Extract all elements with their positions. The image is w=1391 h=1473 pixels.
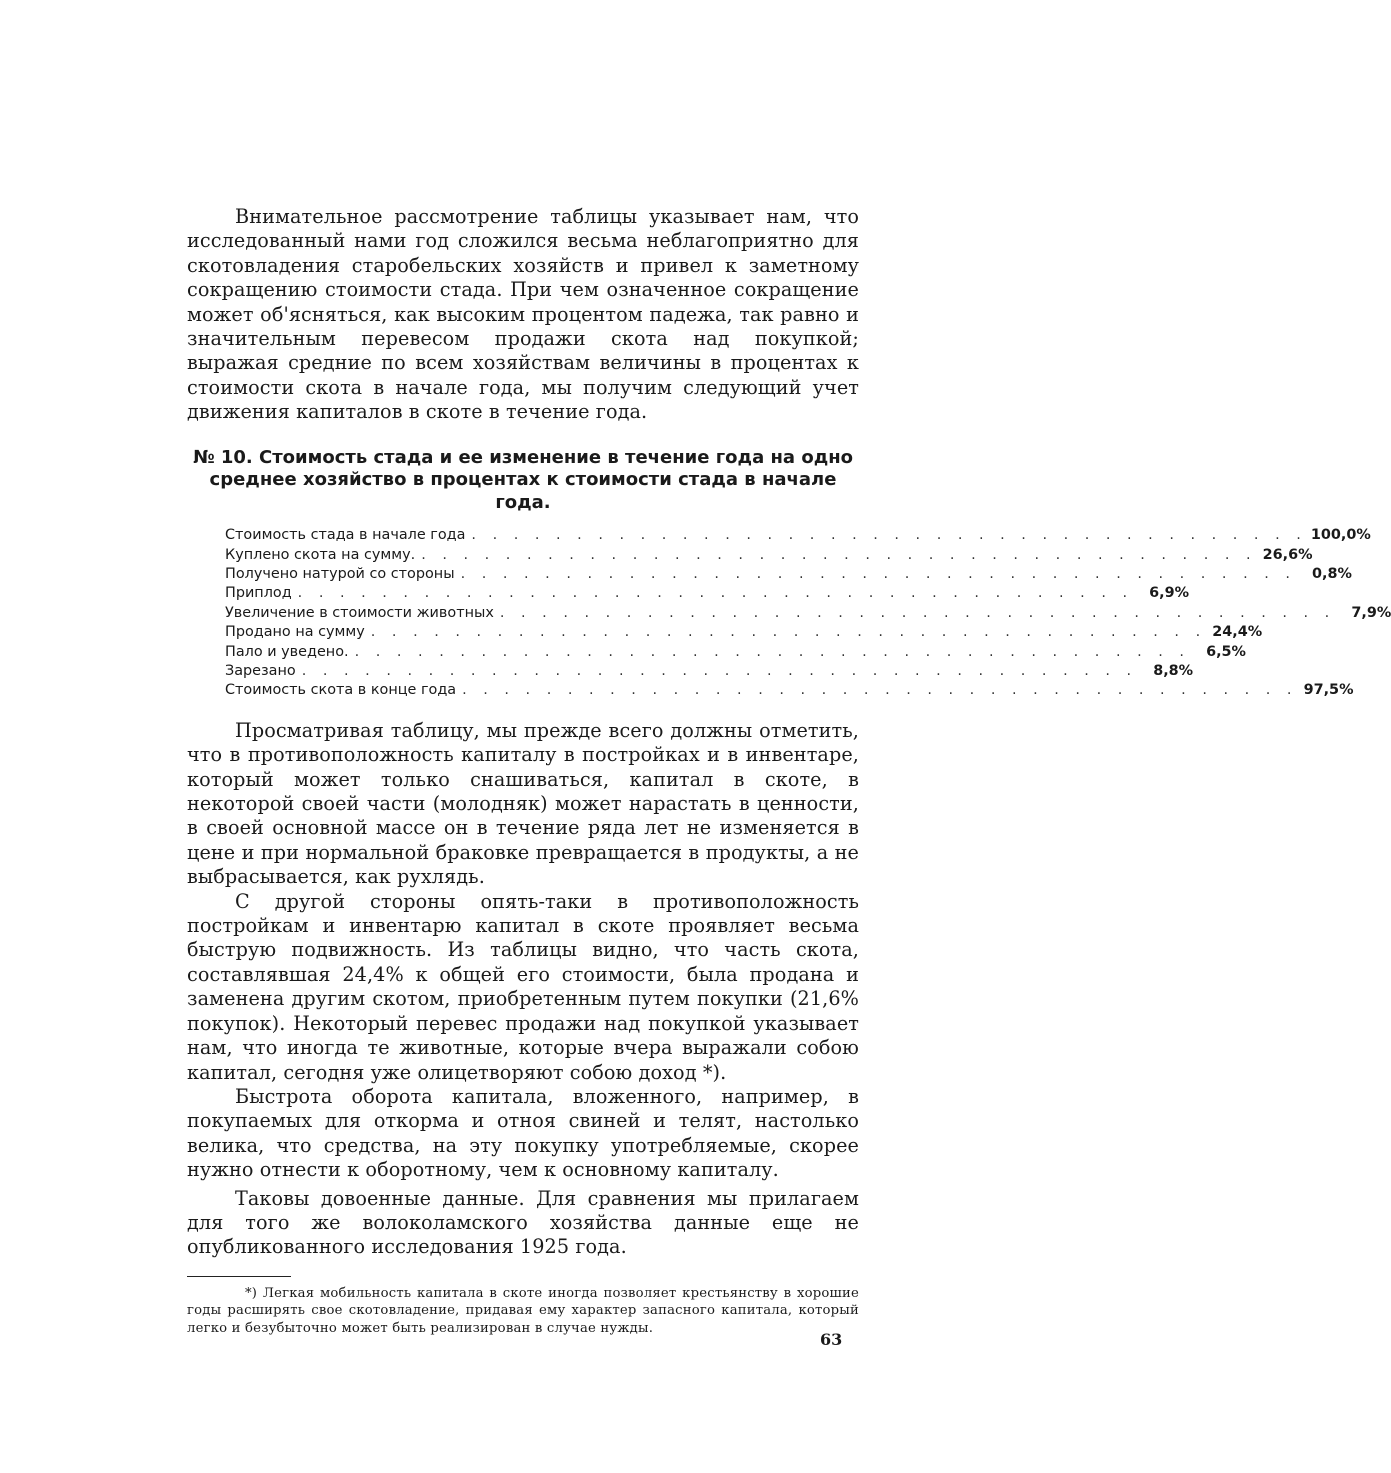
table-row [225,584,1190,603]
row-label: Пало и уведено. [225,643,349,660]
body-paragraph: Просматривая таблицу, мы прежде всего должны отметить, что в противоположность капиталу в постройках и в инвентаре, который может только снашиваться, капитал в скоте, в некоторой своей части (молодняк) может нарастать в ценности, в своей основной массе он в течение ряда лет не изменяется в цене и при нормальной браковке превращается в продукты, а не выбрасывается, как рухлядь. [187,718,859,889]
table-row [225,681,1354,700]
table-row [225,662,1194,681]
footnote: *) Легкая мобильность капитала в скоте иногда позволяет крестьянству в хорошие годы расширять свое скотовладение, придавая ему характер запасного капитала, который легко и безубыточно может быть реализирован в случае нужды. [187,1285,859,1336]
row-value: 24,4% [1212,624,1263,641]
row-value: 7,9% [1351,604,1391,621]
table-row [225,643,1246,662]
leader-dots: . . . . . . . . . . . . . . . . . . . . . . . . . . . . . . . . . . . . . . . . [297,585,1134,602]
row-label: Стоимость скота в конце года [225,682,457,699]
body-paragraph: Быстрота оборота капитала, вложенного, например, в покупаемых для откорма и отноя свиней и телят, настолько велика, что средства, на эту покупку употребляемые, скорее нужно отнести к оборотному, чем к основному капиталу. [187,1084,859,1182]
leader-dots: . . . . . . . . . . . . . . . . . . . . . . . . . . . . . . . . . . . . . . . . [370,624,1207,641]
row-value: 0,8% [1312,565,1352,582]
table-title: № 10. Стоимость стада и ее изменение в течение года на одно среднее хозяйство в процентах к стоимости стада в начале года. [192,446,854,513]
table-row [225,546,1313,565]
leader-dots: . . . . . . . . . . . . . . . . . . . . . . . . . . . . . . . . . . . . . . . . [471,527,1307,544]
row-value: 8,8% [1153,663,1194,679]
row-value: 97,5% [1303,682,1354,699]
table-row [225,565,1352,584]
leader-dots: . . . . . . . . . . . . . . . . . . . . . . . . . . . . . . . . . . . . . . . . [421,546,1257,563]
row-label: Куплено скота на сумму. [225,546,416,563]
row-label: Зарезано [225,663,296,679]
row-value: 6,5% [1206,643,1246,660]
footnote-divider [187,1276,291,1277]
row-label: Стоимость стада в начале года [225,527,466,544]
row-value: 26,6% [1262,546,1313,563]
row-label: Увеличение в стоимости животных [225,604,494,621]
leader-dots: . . . . . . . . . . . . . . . . . . . . . . . . . . . . . . . . . . . . . . . . [301,663,1138,679]
leader-dots: . . . . . . . . . . . . . . . . . . . . . . . . . . . . . . . . . . . . . . . . [460,565,1296,582]
row-value: 100,0% [1310,527,1371,544]
row-label: Получено натурой со стороны [225,565,455,582]
body-paragraph: Таковы довоенные данные. Для сравнения мы прилагаем для того же волоколамского хозяйства данные еще не опубликованного исследования 1925 года. [187,1186,859,1259]
table-row [225,623,1263,642]
intro-paragraph: Внимательное рассмотрение таблицы указывает нам, что исследованный нами год сложился весьма неблагоприятно для скотовладения старобельских хозяйств и привел к заметному сокращению стоимости стада. При чем означенное сокращение может об'ясняться, как высоким процентом падежа, так равно и значительным перевесом продажи скота над покупкой; выражая средние по всем хозяйствам величины в процентах к стоимости скота в начале года, мы получим следующий учет движения капиталов в скоте в течение года. [187,205,859,424]
leader-dots: . . . . . . . . . . . . . . . . . . . . . . . . . . . . . . . . . . . . . . . . [462,682,1298,699]
capital-movement-table [225,526,1391,701]
page-number: 63 [820,1330,843,1349]
table-row [225,526,1371,545]
row-label: Приплод [225,585,292,602]
table-row [225,604,1391,623]
page-content [187,205,1391,1337]
row-label: Продано на сумму [225,624,365,641]
body-paragraph: С другой стороны опять-таки в противоположность постройкам и инвентарю капитал в скоте проявляет весьма быструю подвижность. Из таблицы видно, что часть скота, составлявшая 24,4% к общей его стоимости, была продана и заменена другим скотом, приобретенным путем покупки (21,6% покупок). Некоторый перевес продажи над покупкой указывает нам, что иногда те животные, которые вчера выражали собою капитал, сегодня уже олицетворяют собою доход *). [187,889,859,1084]
row-value: 6,9% [1149,585,1190,602]
leader-dots: . . . . . . . . . . . . . . . . . . . . . . . . . . . . . . . . . . . . . . . . [354,643,1190,660]
leader-dots: . . . . . . . . . . . . . . . . . . . . . . . . . . . . . . . . . . . . . . . . [499,604,1336,621]
